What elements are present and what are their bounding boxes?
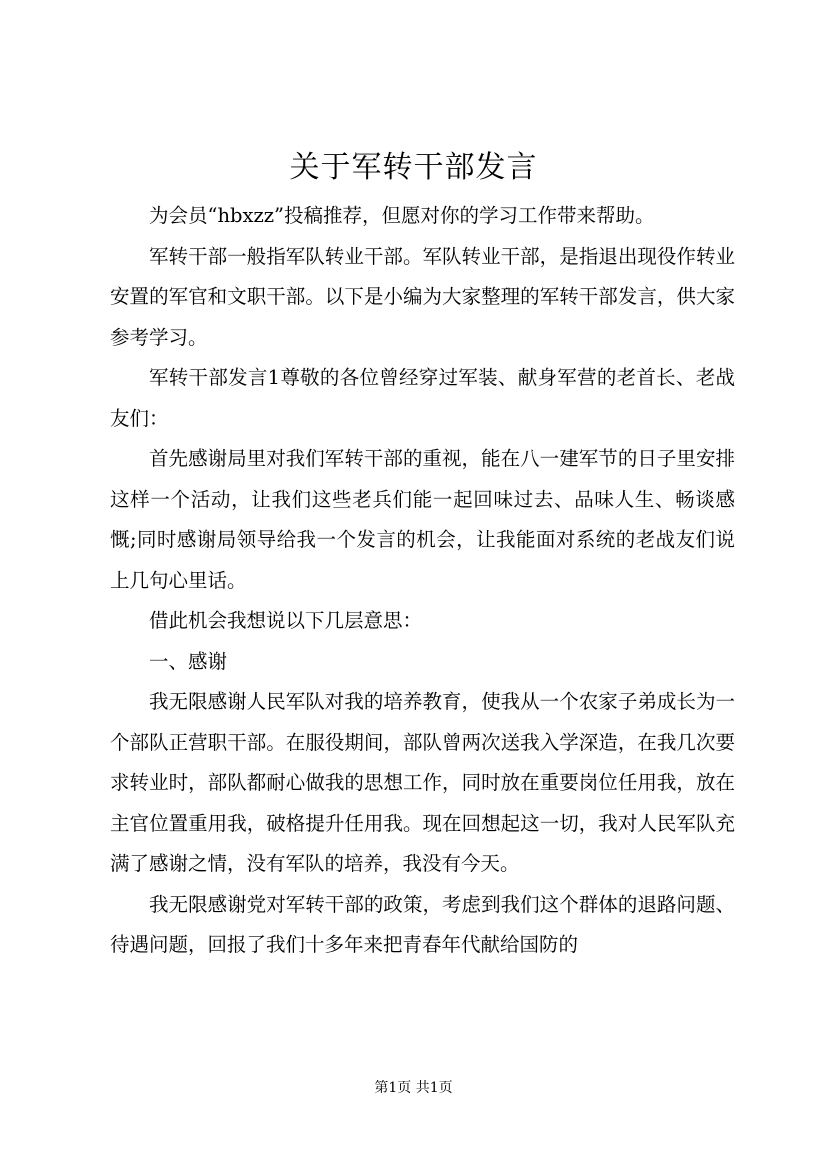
document-title: 关于军转干部发言 <box>289 150 538 185</box>
paragraph: 我无限感谢党对军转干部的政策，考虑到我们这个群体的退路问题、待遇问题，回报了我们十多年来把青春年代献给国防的 <box>110 892 735 956</box>
paragraph: 军转干部一般指军队转业干部。军队转业干部，是指退出现役作转业安置的军官和文职干部。以下是小编为大家整理的军转干部发言，供大家参考学习。 <box>110 244 735 349</box>
paragraph: 首先感谢局里对我们军转干部的重视，能在八一建军节的日子里安排这样一个活动，让我们这些老兵们能一起回味过去、品味人生、畅谈感慨;同时感谢局领导给我一个发言的机会，让我能面对系统的老战友们说上几句心里话。 <box>110 447 735 592</box>
paragraph: 借此机会我想说以下几层意思： <box>149 609 423 632</box>
paragraph: 我无限感谢人民军队对我的培养教育，使我从一个农家子弟成长为一个部队正营职干部。在服役期间，部队曾两次送我入学深造，在我几次要求转业时，部队都耐心做我的思想工作，同时放在重要岗位任用我，放在主官位置重用我，破格提升任用我。现在回想起这一切，我对人民军队充满了感谢之情，没有军队的培养，我没有今天。 <box>110 690 735 875</box>
section-heading: 一、感谢 <box>149 649 228 673</box>
page-footer: 第1页 共1页 <box>374 1080 453 1096</box>
paragraph: 为会员“hbxzz”投稿推荐，但愿对你的学习工作带来帮助。 <box>149 204 655 227</box>
paragraph: 军转干部发言1尊敬的各位曾经穿过军装、献身军营的老首长、老战友们： <box>110 366 735 430</box>
document-body <box>110 196 735 966</box>
